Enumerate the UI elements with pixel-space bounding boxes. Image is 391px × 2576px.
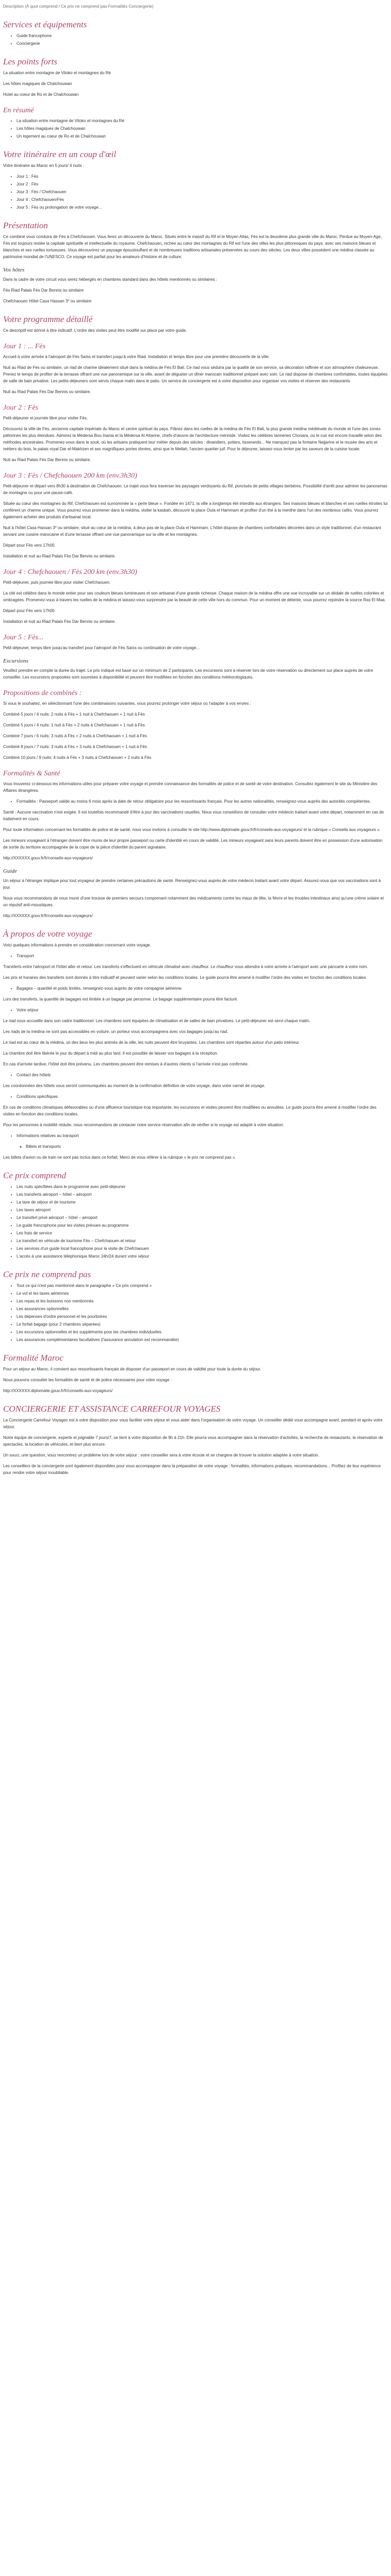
about-paragraph: Les riads de la médina ne sont pas accessibles en voiture, un porteur vous accompagnera avec vos bagages jusqu'au riad. [3, 1029, 229, 1034]
intro-text: Description (À quoi comprend / Ce prix ne comprend pas Formalités Conciergerie) [3, 4, 154, 9]
about-paragraph: Les billets d'avion ou de train ne sont pas inclus dans ce forfait. Merci de vous référer à la rubrique « le prix ne comprend pas ». [3, 1155, 236, 1160]
about-paragraph: Lors des transferts, la quantité de bagages est limitée à un bagage par personne. Le bagage supplémentaire pourra être facturé. [3, 997, 238, 1002]
formalities-list [3, 798, 388, 805]
list-item: • Informations relatives au transport [17, 1132, 388, 1139]
day-paragraph: Départ pour Fès vers 17h00. [3, 608, 56, 613]
combo-item: Combiné 10 jours / 9 nuits: 4 nuits à Fès + 3 nuits à Chefchaouen + 2 nuits à Fès [3, 755, 152, 760]
day-paragraph: Départ pour Fès vers 17h00. [3, 543, 56, 548]
about-list [3, 953, 388, 959]
day1-title: Jour 1 : ... Fès [3, 343, 46, 350]
hotel-name: Chefchaouen Hôtel Casa Hassan 3* ou similaire [3, 299, 92, 303]
price-includes-list [3, 1183, 388, 1260]
concierge-title: CONCIERGERIE ET ASSISTANCE CARREFOUR VOYAGES [3, 1404, 221, 1414]
list-item: • Les frais de service [17, 1230, 388, 1236]
guide-paragraph: Nous vous recommandons de vous munir d'une trousse de premiers secours comprenant notamment des médicaments contre les maux de tête, la fièvre et les troubles intestinaux ainsi qu'une crème solaire et un répulsif anti-moustiques. [3, 896, 384, 907]
about-list [3, 985, 388, 992]
concierge-paragraph: Notre équipe de conciergerie, experte et joignable 7 jours/7, se tient à votre disposition de 9h à 21h. Elle pourra vous accompagner dans la réservation d'activités, la recherche de restaurants, la réservation de spectacles, la location de véhicules, et bien plus encore. [3, 1435, 383, 1447]
day4-title: Jour 4 : Chefchaouen / Fès 200 km (env.3h30) [3, 568, 137, 576]
list-item: • Les assurances optionnelles [17, 1306, 388, 1312]
itinerary-intro: Votre itinéraire au Maroc en 5 jours/ 4 nuits : [3, 163, 84, 168]
list-item: • Formalités : Passeport valide au moins 6 mois après la date de retour obligatoire pour les ressortissants français. Pour les autres nationalités, renseignez-vous auprès des autorités compétentes. [17, 798, 388, 805]
list-item: • Les services d'un guide local francophone pour la visite de Chefchaouen [17, 1245, 388, 1252]
formalities-paragraph: Vous trouverez ci-dessous les informations utiles pour préparer votre voyage et prendre connaissance des formalités de police et de santé de votre destination. Consultez également le site du Ministère des Affaires étrangères. [3, 782, 378, 793]
day-paragraph: Petit-déjeuner et journée libre pour visiter Fès. [3, 416, 88, 420]
list-item: • Les excursions optionnelles et les suppléments pour les chambres individuelles [17, 1329, 388, 1335]
list-item: • Jour 3 : Fès / Chefchaouen [17, 189, 388, 195]
about-intro: Voici quelques informations à prendre en considération concernant votre voyage. [3, 943, 151, 947]
list-item: • Votre séjour [17, 1007, 388, 1013]
list-item: • Les nuits spécifiées dans le programme avec petit-déjeuner [17, 1183, 388, 1190]
combo-item: Combiné 7 jours / 6 nuits: 3 nuits à Fès + 2 nuits à Chefchaouen + 1 nuit à Fès [3, 734, 147, 738]
list-item: • Le transfert privé aéroport – hôtel – aéroport [17, 1214, 388, 1221]
list-item: • Le vol et les taxes aériennes [17, 1290, 388, 1297]
day-paragraph: La cité est célèbre dans le monde entier pour ses couleurs bleues lumineuses et son artisanat d'une grande richesse. Chaque maison de la médina offre une vue incroyable sur un dédale de ruelles colorées et ombragées. Promenez-vous à travers les ruelles de la médina et laissez-vous surprendre par la beauté de cette ville hors du commun. Pour un moment de détente, vous pourrez rejoindre la source Ras El Maa. [3, 591, 386, 602]
day3-title: Jour 3 : Fès / Chefchaouen 200 km (env.3h30) [3, 472, 137, 480]
day-paragraph: Accueil à votre arrivée à l'aéroport de Fès Saïss et transfert jusqu'à votre Riad. Installation et temps libre pour une première découverte de la ville. [3, 354, 270, 359]
about-title: À propos de votre voyage [3, 929, 92, 939]
day-paragraph: Nuit à l'hôtel Casa Hassan 3* ou similaire, situé au cœur de la médina, à deux pas de la place Outa el Hammam. L'hôtel dispose de chambres confortables décorées dans un style traditionnel, d'un restaurant servant une cuisine marocaine et d'une terrasse offrant une vue panoramique sur la ville et les montagnes. [3, 526, 381, 537]
about-paragraph: Les prix et horaires des transferts sont donnés à titre indicatif et peuvent varier selon les conditions locales. Le guide pourra être amené à modifier l'ordre des visites en fonction des conditions locales. [3, 975, 367, 980]
services-list [3, 32, 388, 47]
list-item: • Conciergerie [17, 40, 388, 47]
about-paragraph: Transferts entre l'aéroport et l'hôtel aller et retour. Les transferts s'effectuent en véhicule climatisé avec chauffeur. Le chauffeur vous attendra à votre arrivée à l'aéroport avec une pancarte à votre nom. [3, 964, 368, 969]
list-item: • Les repas et les boissons non mentionnés [17, 1298, 388, 1304]
combos-intro: Si vous le souhaitez, en sélectionnant l'une des combinaisons suivantes, vous pourrez prolonger votre séjour ou l'adapter à vos envies : [3, 701, 251, 706]
price-includes-title: Ce prix comprend [3, 1171, 67, 1180]
about-paragraph: Pour les personnes à mobilité réduite, nous recommandons de contacter notre service réservation afin de vérifier si le voyage est adapté à votre situation. [3, 1123, 284, 1127]
concierge-paragraph: La Conciergerie Carrefour Voyages est à votre disposition pour vous faciliter votre séjour et vous aider dans l'organisation de votre voyage. Un conseiller dédié vous accompagne avant, pendant et après votre séjour. [3, 1418, 383, 1429]
day-paragraph: Nuit au Riad de Fès ou similaire, un riad de charme idéalement situé dans la médina de Fès El Bali. Ce riad vous séduira par la qualité de son service, sa décoration raffinée et son atmosphère chaleureuse. Prenez le temps de profiter de la terrasse offrant une vue panoramique sur la ville, avant de déguster un dîner marocain traditionnel préparé avec soin. Le riad dispose de chambres confortables, toutes équipées de salle de bain privative. Les petits-déjeuners sont servis chaque matin dans le patio. Un service de conciergerie est à votre disposition pour organiser vos visites et réserver des restaurants. [3, 365, 388, 383]
combo-item: Combiné 5 jours / 4 nuits: 1 nuit à Fès + 2 nuits à Chefchaouen + 1 nuit à Fès [3, 723, 145, 727]
day-paragraph: Installation et nuit au Riad Palais Fès Dar Bennis ou similaire. [3, 619, 116, 624]
list-item: • Contact des hôtels [17, 1072, 388, 1078]
day-paragraph: Petit-déjeuner et départ vers 8h30 à destination de Chefchaouen. Le trajet vous fera traverser les paysages verdoyants du Rif, ponctués de petits villages berbères. Possibilité d'arrêt pour admirer les panoramas de montagne ou pour une pause-café. [3, 484, 387, 495]
formalities-link[interactable]: http://XXXXXX.gouv.fr/fr/conseils-aux-voyageurs/ [3, 856, 93, 860]
combo-item: Combiné 5 jours / 4 nuits: 2 nuits à Fès + 1 nuit à Chefchaouen + 1 nuit à Fès [3, 712, 145, 717]
services-title: Services et équipements [3, 20, 87, 29]
highlight-paragraph: La situation entre montagne de Vitoko et montagnes du Ré [3, 71, 111, 75]
day-paragraph: Petit-déjeuner, temps libre jusqu'au transfert pour l'aéroport de Fès Saïss ou continuation de votre voyage... [3, 646, 200, 650]
list-item: • Guide francophone [17, 32, 388, 39]
presentation-title: Présentation [3, 221, 48, 230]
guide-link[interactable]: http://XXXXXX.gouv.fr/fr/conseils-aux-voyageurs/ [3, 913, 93, 918]
about-list [3, 1132, 388, 1139]
highlight-paragraph: Hotel au coeur de Ro et de Chalchouwan [3, 92, 79, 97]
list-item: • Jour 4 : Chefchaouen/Fès [17, 196, 388, 203]
list-item: • La taxe de séjour et de tourisme [17, 1199, 388, 1206]
list-item: • Bagages – quantité et poids limités, renseignez-vous auprès de votre compagnie aérienne. [17, 985, 388, 992]
program-title: Votre programme détaillé [3, 314, 93, 324]
itinerary-list [3, 173, 388, 211]
about-list [3, 1007, 388, 1013]
list-item: • Conditions spécifiques [17, 1093, 388, 1100]
list-item: • Les taxes aéroport [17, 1207, 388, 1213]
hosts-title: Vos hôtes [3, 267, 25, 273]
list-item: • Jour 5 : Fès ou prolongation de votre voyage... [17, 204, 388, 211]
presentation-paragraph: Ce combiné vous conduira de Fès à Chefchaouen. Vous ferez un découverte du Maroc. Situés entre le massif du Rif et le Moyen Atlas, Fès est la deuxième plus grande ville du Maroc. Perdue au Moyen-Age, Fès est toujours restée la capitale spirituelle et intellectuelle du royaume. Chefchaouen, nichée au cœur des montagnes du Rif est l'une des villes les plus pittoresques du pays, avec ses maisons bleues et blanches et ses ruelles tortueuses. Vous découvrirez un paysage époustouflant et de nombreuses traditions artisanales préservées au cours des siècles. Les deux villes possèdent une médina classée au patrimoine mondial de l'UNESCO. Ce voyage est parfait pour les amateurs d'histoire et de culture. [3, 234, 382, 259]
price-excludes-list [3, 1282, 388, 1343]
concierge-paragraph: Les conseillers de la conciergerie sont également disponibles pour vous accompagner dans la préparation de votre voyage : formalités, informations pratiques, recommandations... Profitez de leur expérience pour rendre votre séjour inoubliable. [3, 1464, 381, 1475]
list-item: • Tout ce qui n'est pas mentionné dans le paragraphe « Ce prix comprend » [17, 1282, 388, 1289]
list-item: • Jour 2 : Fès [17, 181, 388, 188]
list-item: • Le forfait bagage (pour 2 chambres séparées) [17, 1321, 388, 1328]
list-item: • Les transferts aéroport – hôtel – aéroport [17, 1191, 388, 1198]
formalities-title: Formalités & Santé [3, 770, 60, 777]
formalities-paragraph: Les mineurs voyageant à l'étranger doivent être munis de leur propre passeport ou carte d'identité en cours de validité. Les mineurs voyageant sans leurs parents doivent être en possession d'une autorisation de sortie du territoire accompagnée de la copie de la pièce d'identité du parent signataire. [3, 838, 383, 850]
list-item: ◦ Billets et transports [26, 1143, 388, 1150]
guide-title: Guide [3, 868, 17, 874]
day5-title: Jour 5 : Fès... [3, 634, 44, 641]
list-item: • Les assurances complémentaires facultatives (l'assurance annulation est recommandée) [17, 1336, 388, 1343]
about-paragraph: Le riad vous accueille dans son cadre traditionnel. Les chambres sont équipées de climatisation et de salles de bain privatives. Le petit-déjeuner est servi chaque matin. [3, 1019, 311, 1023]
price-excludes-title: Ce prix ne comprend pas [3, 1269, 91, 1279]
formalities-maroc-paragraph: Nous pouvons consulter les formalités de santé et de police nécessaires pour votre voyage : [3, 1378, 172, 1382]
formalities-maroc-title: Formalité Maroc [3, 1353, 63, 1363]
about-paragraph: En cas d'arrivée tardive, l'hôtel doit être prévenu. Les chambres peuvent être remises à d'autres clients si l'arrivée n'est pas confirmée. [3, 1062, 249, 1066]
excursions-text: Veuillez prendre en compte la durée du trajet. Le prix indiqué est basé sur un minimum de 2 participants. Les excursions sont à réserver lors de votre réservation ou directement sur place auprès de votre conseiller. Les excursions proposées sont soumises à disponibilité et peuvent être modifiées en fonction des conditions météorologiques. [3, 668, 373, 680]
highlights-title: Les points forts [3, 57, 57, 66]
itinerary-title: Votre itinéraire en un coup d'œil [3, 149, 117, 159]
list-item: • La situation entre montagne de Vitoko et montagnes du Ré [17, 117, 388, 124]
formalities-maroc-paragraph: Pour un séjour au Maroc, il convient aux ressortissants français de disposer d'un passeport en cours de validité pour toute la durée du séjour. [3, 1367, 262, 1371]
day2-title: Jour 2 : Fès [3, 404, 39, 412]
list-item: • Le transfert en véhicule de tourisme Fès – Chefchaouen et retour [17, 1238, 388, 1244]
combo-item: Combiné 8 jours / 7 nuits: 3 nuits à Fès + 3 nuits à Chefchaouen + 1 nuit à Fès [3, 744, 147, 749]
about-list [3, 1093, 388, 1100]
day-paragraph: Installation et nuit au Riad Palais Fès Dar Bennis ou similaire. [3, 554, 116, 558]
hotel-name: Fès Riad Palais Fès Dar Bennis ou similaire [3, 288, 84, 293]
day-paragraph: Située au cœur des montagnes du Rif, Chefchaouen est surnommée la « perle bleue ». Fondée en 1471, la ville a longtemps été interdite aux étrangers. Ses maisons bleues et blanches et ses ruelles étroites lui confèrent un charme unique. Vous pourrez vous promener dans la médina, visiter la kasbah, découvrir la place Outa el Hammam et profiter d'un thé à la menthe dans l'un des nombreux cafés. Vous pourrez également acheter des produits d'artisanat local. [3, 501, 388, 519]
hosts-text: Dans la cadre de votre circuit vous serez hébergés en chambres standard dans des hôtels mentionnés ou similaires : [3, 277, 217, 282]
formalities-paragraph: Santé : Aucune vaccination n'est exigée. Il est toutefois recommandé d'être à jour des vaccinations usuelles. Nous vous conseillons de consulter votre médecin traitant avant votre départ, notamment en cas de traitement en cours. [3, 810, 384, 821]
excursions-title: Excursions [3, 658, 28, 664]
concierge-paragraph: Un souci, une question, vous rencontrez un problème lors de votre séjour : votre conseiller sera à votre écoute et se chargera de trouver la solution adaptée à votre situation. [3, 1453, 319, 1458]
day-paragraph: Découvrez la ville de Fès, ancienne capitale impériale du Maroc et centre spirituel du pays. Flânez dans les ruelles de la médina de Fès El Bali, la plus grande médina médiévale du monde et l'une des zones piétonnes les plus étendues. Admirez la Médersa Bou Inania et la Médersa Al Attarine, chefs-d'œuvre de l'architecture mérinide. Visitez les célèbres tanneries Chouara, où le cuir est encore travaillé selon des méthodes ancestrales. Promenez-vous dans le souk, où les artisans pratiquent leur métier depuis des siècles : dinandiers, potiers, tisserands... Ne manquez pas la fontaine Nejjarine et le musée des arts et métiers du bois, le palais royal Dar el-Makhzen et ses magnifiques portes dorées, ainsi que le Mellah, l'ancien quartier juif. Pour le déjeuner, laissez-vous tenter par les saveurs de la cuisine locale. [3, 427, 382, 451]
about-paragraph: En cas de conditions climatiques défavorables ou d'une affluence touristique trop importante, les excursions et visites peuvent être modifiées ou annulées. Le guide pourra être amené à modifier l'ordre des visites en fonction des conditions locales. [3, 1105, 377, 1116]
day-paragraph: Nuit au Riad Palais Fès Dar Bennis ou similaire. [3, 389, 91, 394]
list-item: • Un logement au coeur de Ro et de Chalchouwan [17, 133, 388, 140]
summary-list [3, 117, 388, 140]
list-item: • L'accès à une assistance téléphonique Maroc 24h/24 durant votre séjour [17, 1253, 388, 1260]
day-paragraph: Petit-déjeuner, puis journée libre pour visiter Chefchaouen. [3, 580, 111, 585]
list-item: • Les hôtes magiques de Chalchouwan [17, 125, 388, 132]
list-item: • Le guide francophone pour les visites prévues au programme [17, 1222, 388, 1229]
about-paragraph: Le riad est au cœur de la médina, un des lieux les plus animés de la ville, les nuits peuvent être bruyantes. Les chambres sont réparties autour d'un patio intérieur. [3, 1040, 300, 1045]
about-paragraph: Les coordonnées des hôtels vous seront communiquées au moment de la confirmation définitive de votre voyage, dans votre carnet de voyage. [3, 1083, 266, 1088]
list-item: • Les dépenses d'ordre personnel et les pourboires [17, 1313, 388, 1320]
program-intro: Ce descriptif est donné à titre indicatif. L'ordre des visites peut être modifié sur place par votre guide. [3, 328, 187, 333]
formalities-maroc-link[interactable]: http://XXXXXX.diplomatie.gouv.fr/fr/conseils-aux-voyageurs/ [3, 1388, 113, 1393]
about-sublist [3, 1143, 388, 1150]
about-list [3, 1072, 388, 1078]
summary-title: En résumé [3, 107, 34, 114]
combos-title: Propositions de combinés : [3, 689, 82, 697]
list-item: • Transport [17, 953, 388, 959]
about-paragraph: La chambre doit être libérée le jour du départ à midi au plus tard. Il est possible de laisser vos bagages à la réception. [3, 1051, 218, 1056]
highlight-paragraph: Les hôtes magiques de Chalchouwan [3, 81, 72, 86]
formalities-paragraph: Pour toute information concernant les formalités de police et de santé, nous vous invitons à consulter le site http://www.diplomatie.gouv.fr/fr/conseils-aux-voyageurs/ et la rubrique « Conseils aux voyageurs ». [3, 827, 381, 832]
guide-paragraph: Un séjour à l'étranger implique pour tout voyageur de prendre certaines précautions de santé. Renseignez-vous auprès de votre médecin traitant avant votre départ. Assurez-vous que vos vaccinations sont à jour. [3, 878, 381, 890]
day-paragraph: Nuit au Riad Palais Fès Dar Bennis ou similaire. [3, 457, 91, 462]
list-item: • Jour 1 : Fès [17, 173, 388, 180]
